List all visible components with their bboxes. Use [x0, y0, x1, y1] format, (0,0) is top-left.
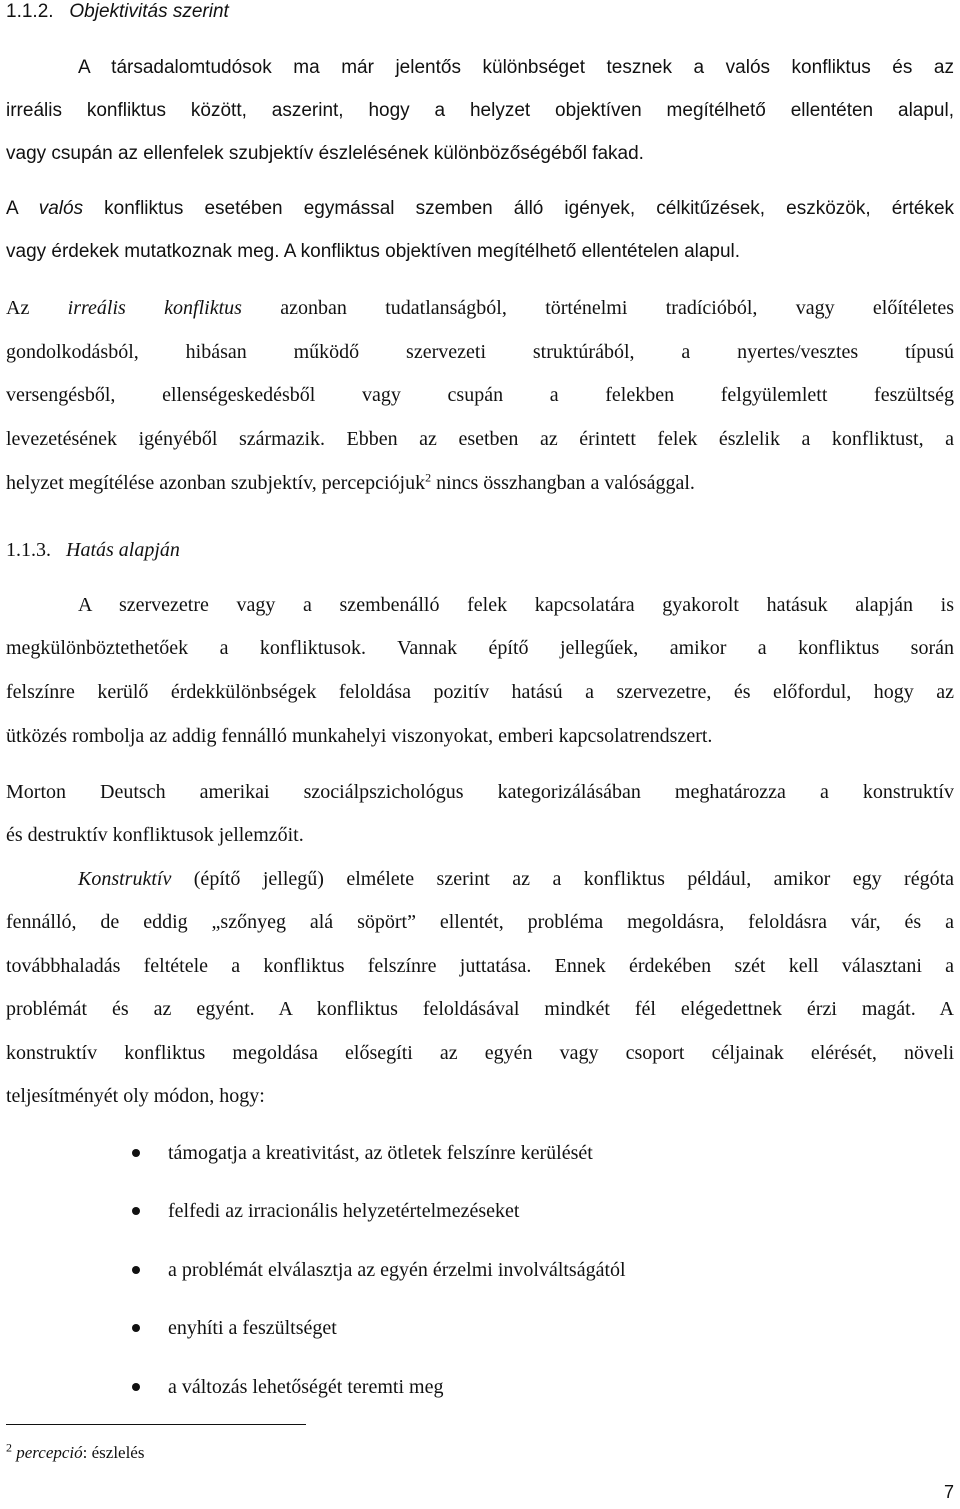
list-item: a változás lehetőségét teremti meg — [168, 1376, 444, 1398]
paragraph-line: A társadalomtudósok ma már jelentős különbséget tesznek a valós konfliktus és az — [78, 57, 954, 78]
paragraph-line: megkülönböztethetőek a konfliktusok. Vannak építő jellegűek, amikor a konfliktus során — [6, 637, 954, 659]
paragraph-line: vagy érdekek mutatkoznak meg. A konfliktus objektíven megítélhető ellentételen alapul. — [6, 241, 741, 262]
paragraph-line: gondolkodásból, hibásan működő szervezeti struktúrából, a nyertes/vesztes típusú — [6, 341, 954, 363]
footnote — [6, 1442, 144, 1464]
paragraph-line: levezetésének igényéből származik. Ebben az esetben az érintett felek észlelik a konfliktust, a — [6, 428, 954, 450]
paragraph-line: Az irreális konfliktus azonban tudatlanságból, történelmi tradícióból, vagy előítéletes — [6, 297, 954, 319]
bullet-icon — [132, 1149, 140, 1157]
section-number: 1.1.2. — [6, 1, 54, 22]
paragraph-line: teljesítményét oly módon, hogy: — [6, 1085, 265, 1107]
paragraph-line: felszínre kerülő érdekkülönbségek feloldása pozitív hatású a szervezetre, és előfordul, hogy az — [6, 681, 954, 703]
bullet-icon — [132, 1324, 140, 1332]
bullet-icon — [132, 1207, 140, 1215]
section-heading-1-1-3 — [6, 538, 954, 562]
paragraph-line: A valós konfliktus esetében egymással szemben álló igények, célkitűzések, eszközök, értékek — [6, 198, 955, 219]
list-item: enyhíti a feszültséget — [168, 1317, 337, 1339]
paragraph-line: fennálló, de eddig „szőnyeg alá söpört” ellentét, probléma megoldásra, feloldásra vár, és a — [6, 911, 954, 933]
paragraph-line: konstruktív konfliktus megoldása elősegíti az egyén vagy csoport céljainak elérését, növeli — [6, 1042, 954, 1064]
section-number: 1.1.3. — [6, 539, 51, 561]
section-title: Objektivitás szerint — [69, 1, 229, 22]
paragraph-line: ütközés rombolja az addig fennálló munkahelyi viszonyokat, emberi kapcsolatrendszert. — [6, 725, 713, 747]
paragraph-line: problémát és az egyént. A konfliktus feloldásával mindkét fél elégedettnek érzi magát. A — [6, 998, 954, 1020]
paragraph-line: továbbhaladás feltétele a konfliktus felszínre juttatása. Ennek érdekében szét kell választani a — [6, 955, 954, 977]
paragraph-line: és destruktív konfliktusok jellemzőit. — [6, 824, 304, 846]
paragraph-line: irreális konfliktus között, aszerint, hogy a helyzet objektíven megítélhető ellentéten alapul, — [6, 100, 954, 121]
paragraph-line: Konstruktív (építő jellegű) elmélete szerint az a konfliktus például, amikor egy régóta — [78, 868, 954, 890]
footnote-definition: : észlelés — [82, 1443, 145, 1462]
paragraph-line: Morton Deutsch amerikai szociálpszichológus kategorizálásában meghatározza a konstruktív — [6, 781, 954, 803]
paragraph-line: versengésből, ellenségeskedésből vagy csupán a felekben felgyülemlett feszültség — [6, 384, 954, 406]
list-item: támogatja a kreativitást, az ötletek felszínre kerülését — [168, 1142, 593, 1164]
list-item: felfedi az irracionális helyzetértelmezéseket — [168, 1200, 520, 1222]
list-item: a problémát elválasztja az egyén érzelmi involváltságától — [168, 1259, 626, 1281]
footnote-divider — [6, 1424, 306, 1425]
paragraph-line: vagy csupán az ellenfelek szubjektív észlelésének különbözőségéből fakad. — [6, 143, 644, 164]
section-heading-1-1-2 — [6, 0, 954, 24]
footnote-term: percepció — [16, 1443, 83, 1462]
paragraph-line: A szervezetre vagy a szembenálló felek kapcsolatára gyakorolt hatásuk alapján is — [78, 594, 954, 616]
footnote-number: 2 — [6, 1440, 12, 1455]
section-title: Hatás alapján — [66, 539, 180, 561]
paragraph-line: helyzet megítélése azonban szubjektív, percepciójuk$^2$ nincs összhangban a valósággal. — [6, 470, 695, 494]
footnote-ref: 2 — [425, 470, 432, 485]
bullet-icon — [132, 1383, 140, 1391]
bullet-icon — [132, 1266, 140, 1274]
page-number: 7 — [943, 1482, 954, 1502]
